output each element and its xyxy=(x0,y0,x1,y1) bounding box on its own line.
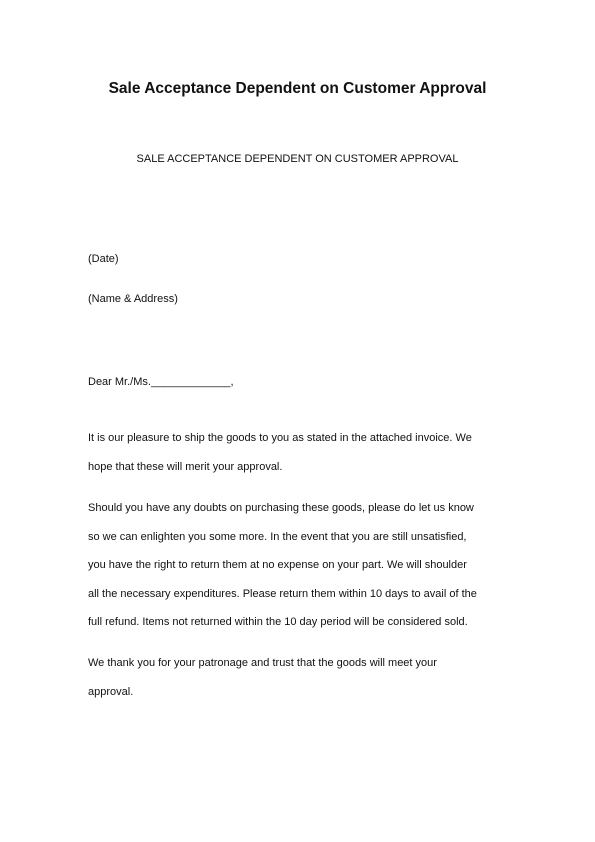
paragraph-line: We thank you for your patronage and trust that the goods will meet your xyxy=(88,657,437,669)
paragraph-line: Should you have any doubts on purchasing these goods, please do let us know xyxy=(88,502,474,514)
paragraph-2 xyxy=(88,501,518,644)
paragraph-line: It is our pleasure to ship the goods to you as stated in the attached invoice. We xyxy=(88,432,472,444)
paragraph-line: full refund. Items not returned within the 10 day period will be considered sold. xyxy=(88,616,468,628)
paragraph-line: so we can enlighten you some more. In the event that you are still unsatisfied, xyxy=(88,530,467,543)
salutation: Dear Mr./Ms._____________, xyxy=(88,376,234,388)
paragraph-1 xyxy=(88,431,518,488)
name-address-placeholder: (Name & Address) xyxy=(88,293,178,305)
paragraph-3 xyxy=(88,656,518,713)
document-title: Sale Acceptance Dependent on Customer Approval xyxy=(108,80,487,97)
date-placeholder: (Date) xyxy=(88,253,119,265)
paragraph-line: hope that these will merit your approval. xyxy=(88,460,283,473)
document-subtitle: SALE ACCEPTANCE DEPENDENT ON CUSTOMER APPROVAL xyxy=(136,153,459,165)
paragraph-line: approval. xyxy=(88,685,134,698)
paragraph-line: all the necessary expenditures. Please return them within 10 days to avail of the xyxy=(88,587,477,600)
paragraph-line: you have the right to return them at no expense on your part. We will shoulder xyxy=(88,559,467,571)
